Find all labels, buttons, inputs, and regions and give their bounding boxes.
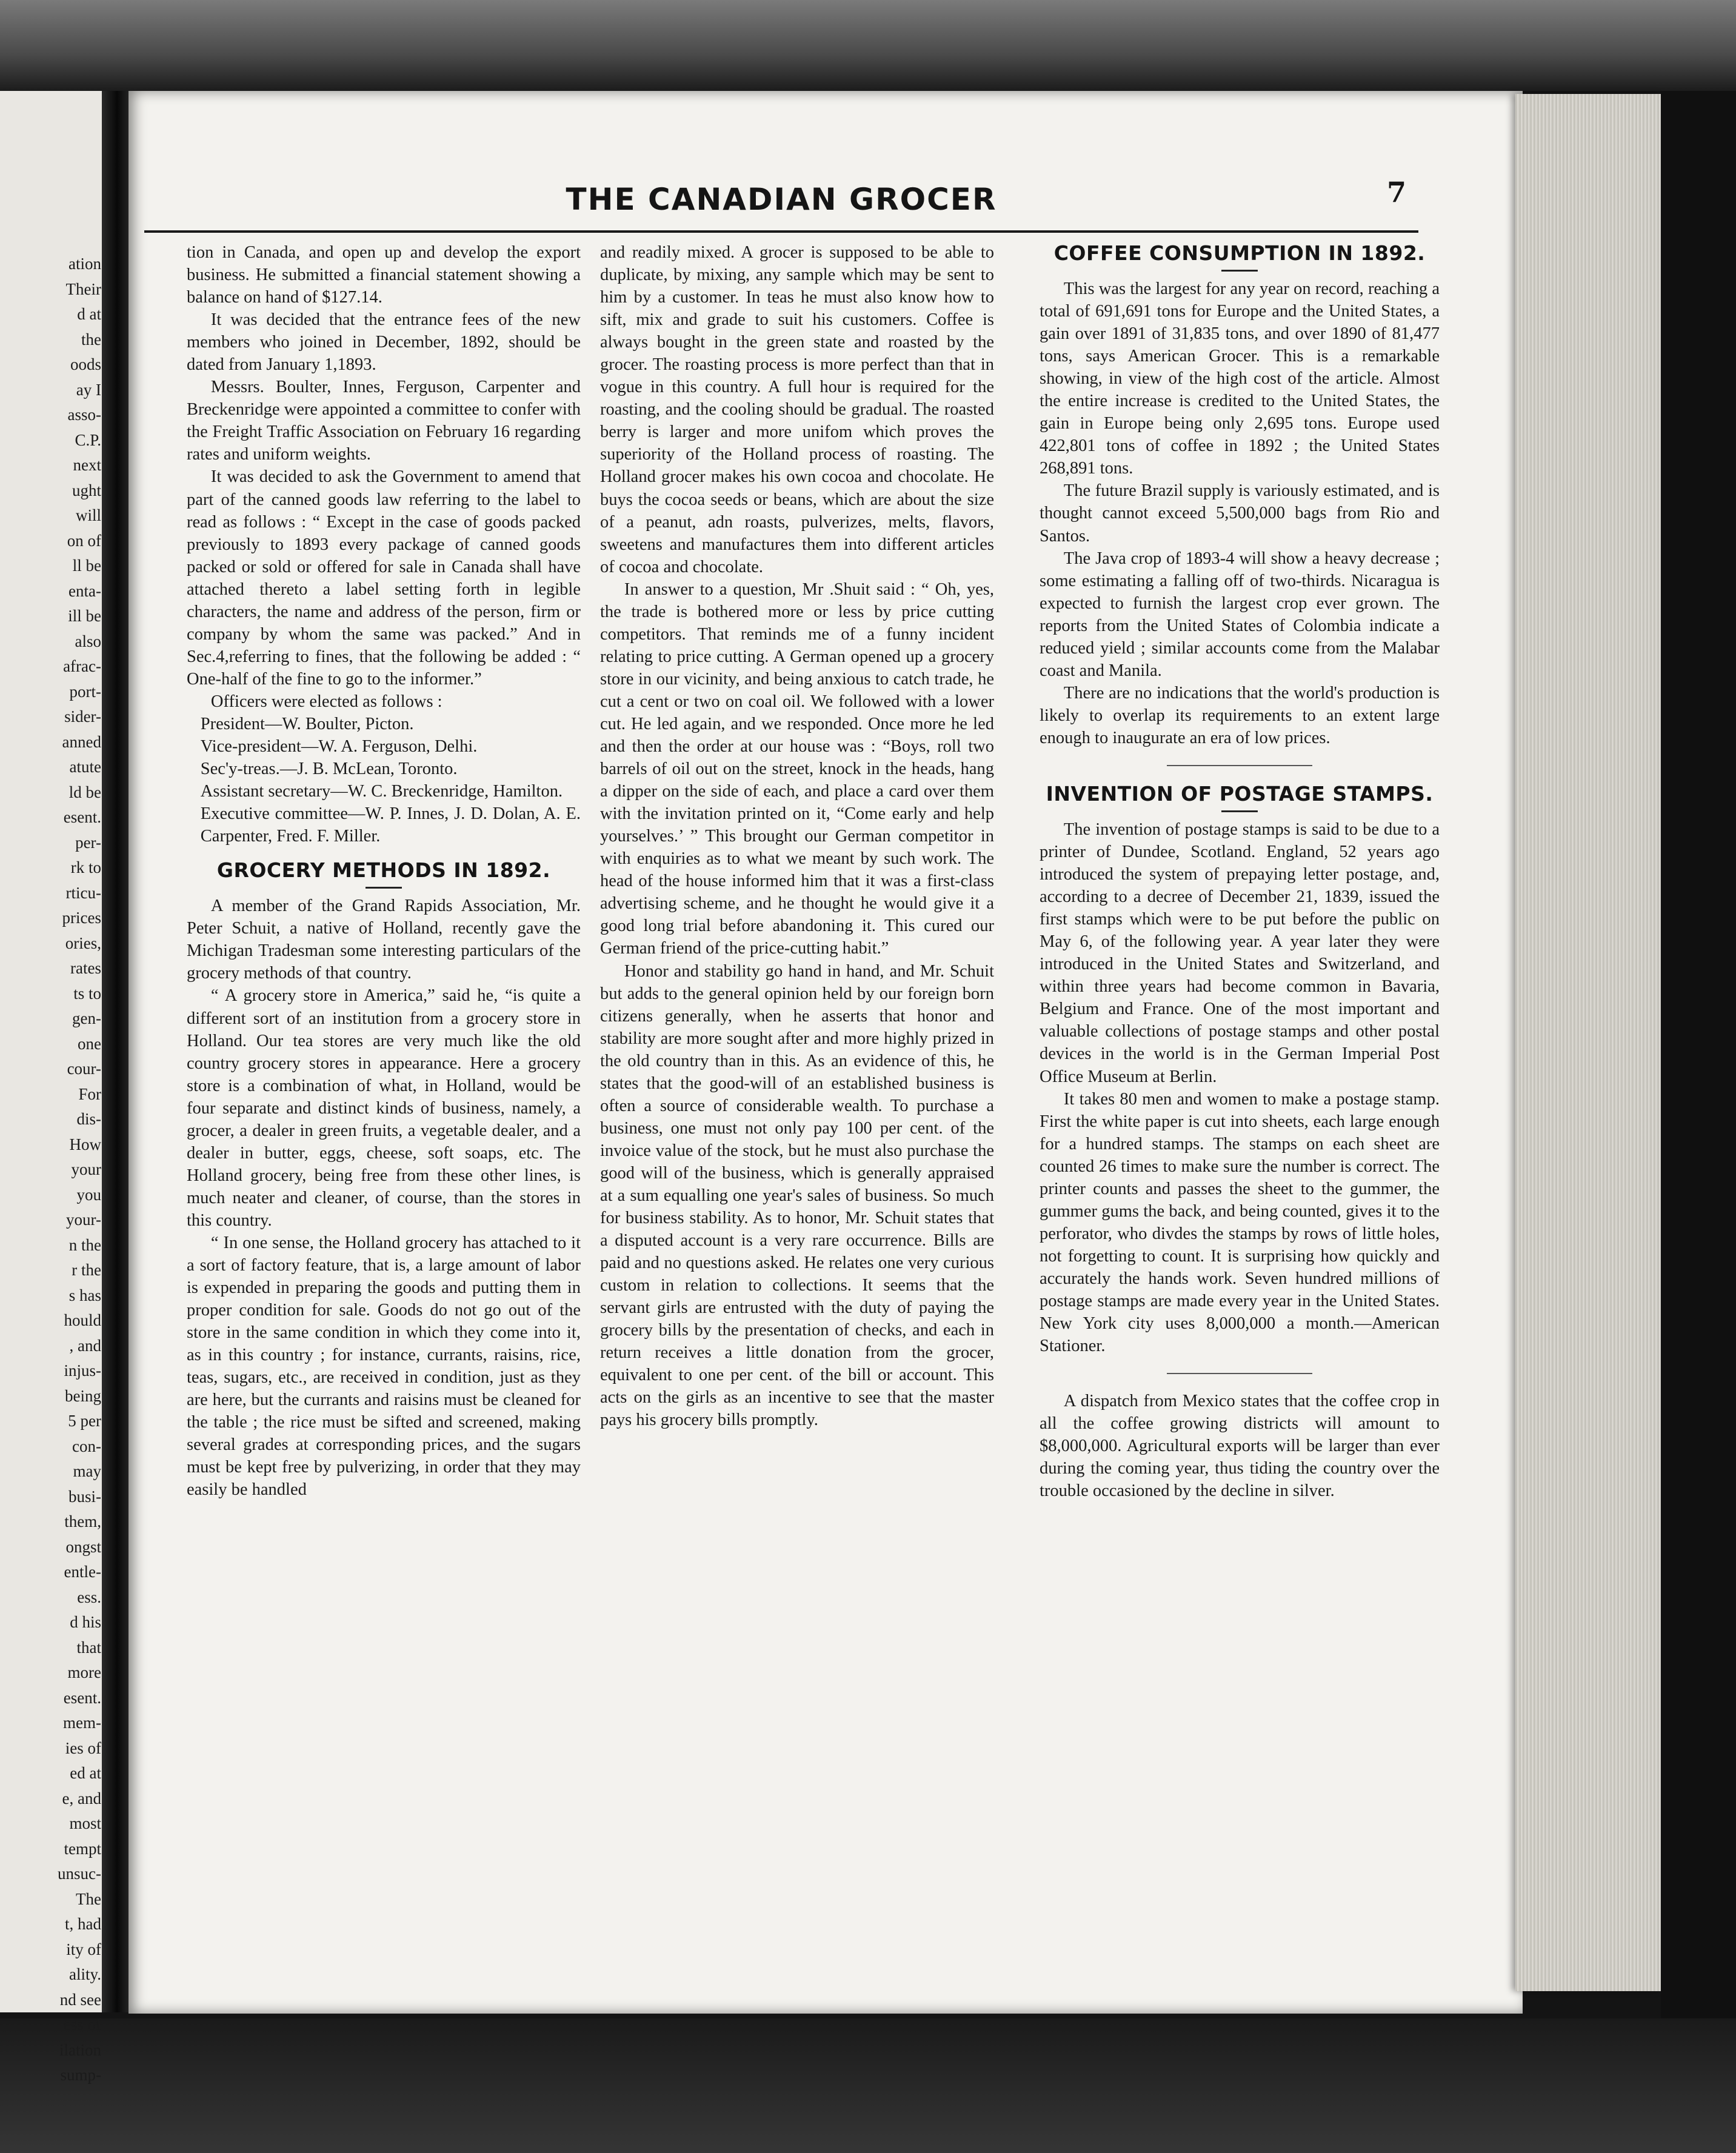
microfilm-border-top <box>0 0 1736 91</box>
book-gutter <box>102 91 132 2012</box>
article-heading-coffee-consumption: COFFEE CONSUMPTION IN 1892. <box>1053 241 1426 265</box>
facing-page-line: ies of <box>65 1738 101 1757</box>
column-2 <box>600 241 994 1431</box>
facing-page-line: your- <box>66 1210 101 1229</box>
facing-page-line: esent. <box>63 1688 101 1707</box>
facing-page-line: s has <box>68 1286 101 1304</box>
facing-page-line: oods <box>70 355 101 373</box>
facing-page-line: busi- <box>68 1487 101 1506</box>
facing-page-line: d his <box>70 1613 101 1631</box>
facing-page-line: The <box>76 1889 101 1908</box>
heading-rule <box>366 887 402 889</box>
article-paragraph: This was the largest for any year on record, reaching a total of 691,691 tons for Europe and the United States, a gain over 1891 of 31,835 tons, and over 1890 of 81,477 tons, says American Grocer. This is a remarkable showing, in view of the high cost of the article. Almost the entire increase is credited to the United States, the gain in Europe being only 2,695 tons. Europe used 422,801 tons of coffee in 1892 ; the United States 268,891 tons. <box>1040 279 1440 478</box>
facing-page-line: ation <box>68 255 101 273</box>
facing-page-line: tempt <box>64 1839 101 1858</box>
masthead <box>144 176 1418 233</box>
facing-page-line: sump- <box>60 2066 101 2084</box>
facing-page-line: ught <box>72 481 101 499</box>
article-paragraph: Officers were elected as follows : <box>210 692 442 711</box>
facing-page-line: ilation <box>59 2040 101 2059</box>
facing-page-line: that <box>76 1638 101 1657</box>
section-separator <box>1167 1373 1312 1374</box>
page-fore-edge <box>1515 94 1661 1991</box>
facing-page-line: anned <box>62 732 101 751</box>
facing-page-line: For <box>78 1084 101 1103</box>
facing-page-line: e, and <box>62 1789 101 1808</box>
facing-page-line: 5 per <box>68 1412 101 1430</box>
facing-page-line: unsuc- <box>58 1864 101 1883</box>
facing-page-line: more <box>67 1663 101 1681</box>
article-paragraph: It was decided that the entrance fees of the new members who joined in December, 1892, should be dated from January 1,1893. <box>187 310 581 375</box>
facing-page-text <box>0 252 106 2088</box>
facing-page-line: enta- <box>68 581 101 600</box>
facing-page-line: hould <box>64 1311 101 1329</box>
article-paragraph: Honor and stability go hand in hand, and Mr. Schuit but adds to the general opinion held by our foreign born citizens generally, when he asserts that honor and stability are more sought after and more highly prized in the old country than in this. As an evidence of this, he states that the good-will of an established business is often a source of considerable wealth. To purchase a business, one must not only pay 100 per cent. of the invoice value of the stock, but he must also purchase the good will of the business, which is generally appraised at a sum equalling one year's sales of business. So much for business stability. As to honor, Mr. Schuit states that a disputed account is a very rare occurrence. Bills are paid and no questions asked. He relates one very curious custom in relation to collections. It seems that the servant girls are entrusted with the duty of paying the grocery bills by the presentation of checks, and each in return receives a little donation from the grocer, equivalent to one per cent. of the bill or account. This acts on the girls as an incentive to see that the master pays his grocery bills promptly. <box>600 961 994 1430</box>
facing-page-line: nd see <box>59 1990 101 2009</box>
facing-page-line: ess. <box>77 1587 101 1606</box>
officer-entry: President—W. Boulter, Picton. <box>200 714 414 733</box>
facing-page-line: sider- <box>64 707 101 726</box>
column-1 <box>187 241 581 1501</box>
facing-page-line: port- <box>69 682 101 701</box>
facing-page-line: ill be <box>68 607 101 625</box>
facing-page-line: also <box>75 632 101 650</box>
facing-page-line: ay I <box>76 380 101 399</box>
facing-page-line: you <box>76 1185 101 1204</box>
facing-page-line: next <box>73 456 101 474</box>
facing-page-line: ed at <box>70 1764 101 1782</box>
facing-page-line: , and <box>69 1336 101 1355</box>
facing-page-line: atute <box>69 758 101 776</box>
facing-page-line: entle- <box>64 1563 101 1581</box>
facing-page-line: asso- <box>67 406 101 424</box>
facing-page-line: t, had <box>65 1915 101 1933</box>
facing-page-line: con- <box>72 1437 101 1455</box>
facing-page-line: ld be <box>68 783 101 801</box>
article-paragraph: The Java crop of 1893-4 will show a heavy decrease ; some estimating a falling off of two-thirds. Nicaragua is expected to furnish the largest crop ever grown. The reports from the United States of Colombia indicate a reduced yield ; similar accounts come from the Malabar coast and Manila. <box>1040 549 1440 680</box>
facing-page-line: on of <box>67 531 101 550</box>
article-paragraph: Messrs. Boulter, Innes, Ferguson, Carpenter and Breckenridge were appointed a committee to confer with the Freight Traffic Association on February 16 regarding rates and uniform weights. <box>187 378 581 464</box>
microfilm-border-bottom <box>0 2018 1736 2153</box>
article-paragraph: It was decided to ask the Government to amend that part of the canned goods law referring to the label to read as follows : “ Except in the case of goods packed previously to 1893 every package of canned goods packed or sold or offered for sale in Canada shall have attached thereto a label setting forth in legible characters, the name and address of the person, firm or company by whom the same was packed.” And in Sec.4,referring to fines, that the following be added : “ One-half of the fine to go to the informer.” <box>187 467 581 689</box>
article-paragraph: There are no indications that the world's production is likely to overlap its requirements to an extent large enough to inaugurate an era of low prices. <box>1040 683 1440 747</box>
facing-page-line: rticu- <box>65 883 101 902</box>
officer-entry: Assistant secretary—W. C. Breckenridge, Hamilton. <box>200 782 563 801</box>
facing-page-line: one <box>78 1034 101 1053</box>
facing-page-line: How <box>69 1135 101 1153</box>
officer-entry: Sec'y-treas.—J. B. McLean, Toronto. <box>200 759 458 779</box>
facing-page-line: afrac- <box>63 657 101 675</box>
heading-rule <box>1221 810 1258 812</box>
column-3 <box>1040 241 1440 1502</box>
article-paragraph: The invention of postage stamps is said to be due to a printer of Dundee, Scotland. England, 52 years ago introduced the system of prepaying letter postage, and, according to a decree of December 21, 1839, issued the first stamps which were to be put before the public on May 6, of the following year. A year later they were introduced in the United States and Switzerland, and within three years had become common in Bavaria, Belgium and France. One of the most important and valuable collections of postage stamps and other postal devices in the world is in the German Imperial Post Office Museum at Berlin. <box>1040 819 1440 1086</box>
article-paragraph: It takes 80 men and women to make a postage stamp. First the white paper is cut into sheets, each large enough for a hundred stamps. The stamps on each sheet are counted 26 times to make sure the number is correct. The printer counts and passes the sheet to the gummer, the gummer gums the back, and being counted, gives it to the perforator, who divdes the stamps by rows of little holes, not forgetting to count. It is surprising how quickly and accurately the hands work. Seven hundred millions of postage stamps are made every year in the United States. New York city uses 8,000,000 a month.—American Stationer. <box>1040 1089 1440 1356</box>
facing-page-line: injus- <box>64 1361 101 1380</box>
facing-page-fragment <box>0 91 106 2084</box>
publication-title: THE CANADIAN GROCER <box>566 182 997 217</box>
facing-page-line: ess of <box>63 2015 101 2034</box>
facing-page-line: r the <box>72 1261 101 1279</box>
facing-page-line: your <box>71 1160 101 1178</box>
facing-page-line: being <box>65 1386 101 1405</box>
article-paragraph: A member of the Grand Rapids Association, Mr. Peter Schuit, a native of Holland, recently gave the Michigan Tradesman some interesting particulars of the grocery methods of that country. <box>187 896 581 983</box>
facing-page-line: cour- <box>67 1060 101 1078</box>
facing-page-line: ories, <box>65 933 101 952</box>
facing-page-line: rates <box>70 959 101 977</box>
facing-page-line: gen- <box>72 1009 101 1027</box>
facing-page-line: C.P. <box>75 430 101 449</box>
article-paragraph: The future Brazil supply is variously estimated, and is thought cannot exceed 5,500,000 bags from Rio and Santos. <box>1040 481 1440 546</box>
facing-page-line: the <box>81 330 101 349</box>
facing-page-line: ongst <box>65 1537 101 1556</box>
facing-page-line: n the <box>68 1235 101 1254</box>
facing-page-line: Their <box>65 279 101 298</box>
facing-page-line: prices <box>62 909 101 927</box>
facing-page-line: ts to <box>73 984 101 1003</box>
article-paragraph: A dispatch from Mexico states that the coffee crop in all the coffee growing districts will amount to $8,000,000. Agricultural exports will be larger than ever during the coming year, thus tiding the country over the trouble occasioned by the decline in silver. <box>1040 1392 1440 1501</box>
article-paragraph: “ In one sense, the Holland grocery has attached to it a sort of factory feature, that is, a large amount of labor is expended in preparing the goods and putting them in proper condition for sale. Goods do not go out of the store in the same condition in which they come into it, as in this country ; for instance, currants, raisins, rice, teas, sugars, etc., are received in condition, just as they are here, but the currants and raisins must be cleaned for the table ; the rice must be sifted and screened, making several grades at corresponding prices, and the sugars must be kept free by pulverizing, in order that they may easily be handled <box>187 1233 581 1500</box>
article-heading-grocery-methods: GROCERY METHODS IN 1892. <box>216 858 551 883</box>
facing-page-line: most <box>69 1814 101 1832</box>
facing-page-line: will <box>75 506 101 524</box>
facing-page-line: may <box>73 1462 101 1480</box>
section-separator <box>1167 765 1312 766</box>
facing-page-line: them, <box>64 1512 101 1530</box>
facing-page-line: per- <box>75 833 101 852</box>
page-number: 7 <box>1386 176 1406 209</box>
article-heading-postage-stamps: INVENTION OF POSTAGE STAMPS. <box>1046 781 1434 806</box>
facing-page-line: rk to <box>70 858 101 876</box>
officer-entry: Executive committee—W. P. Innes, J. D. Dolan, A. E. Carpenter, Fred. F. Miller. <box>200 804 581 846</box>
article-paragraph: tion in Canada, and open up and develop the export business. He submitted a financial statement showing a balance on hand of $127.14. <box>187 243 581 307</box>
heading-rule <box>1221 270 1258 272</box>
facing-page-line: ity of <box>66 1940 101 1958</box>
article-paragraph: and readily mixed. A grocer is supposed to be able to duplicate, by mixing, any sample which may be sent to him by a customer. In teas he must also know how to sift, mix and grade to suit his customers. Coffee is always bought in the green state and roasted by the grocer. The roasting process is more perfect than that in vogue in this country. A full hour is required for the roasting, and the cooling should be gradual. The roasted berry is larger and more unifom which proves the superiority of the Holland process of roasting. The Holland grocer makes his own cocoa and chocolate. He buys the cocoa seeds or beans, which are about the size of a peanut, adn roasts, pulverizes, melts, flavors, sweetens and manufactures them into different articles of cocoa and chocolate. <box>600 243 994 576</box>
officer-entry: Vice-president—W. A. Ferguson, Delhi. <box>200 737 478 756</box>
facing-page-line: mem- <box>63 1714 101 1732</box>
microfilm-border-right <box>1661 91 1736 2018</box>
facing-page-line: esent. <box>63 808 101 826</box>
facing-page-line: dis- <box>76 1110 101 1128</box>
article-paragraph: In answer to a question, Mr .Shuit said : “ Oh, yes, the trade is bothered more or less by price cutting competitors. That reminds me of a funny incident relating to price cutting. A German opened up a grocery store in our vicinity, and being anxious to catch trade, he cut a cent or two on coal oil. We followed with a lower cut. He led again, and we responded. Once more he led and then the order at our house was : “Boys, roll two barrels of oil out on the street, knock in the heads, hang a dipper on the side of each, and place a card over them with the invitation printed on it, “Come early and help yourselves.’ ” This brought our German competitor in with enquiries as to what we meant by such work. The head of the house informed him that it was a first-class advertising scheme, and he thought he would give it a good long trial before abandoning it. This cured our German friend of the price-cutting habit.” <box>600 579 994 958</box>
article-paragraph: “ A grocery store in America,” said he, “is quite a different sort of an institution from a grocery store in Holland. Our tea stores are very much like the old country grocery stores in appearance. Here a grocery store is a combination of what, in Holland, would be four separate and distinct kinds of business, namely, a grocer, a dealer in green fruits, a vegetable dealer, and a dealer in butter, eggs, cheese, soft soaps, etc. The Holland grocery, being free from these other lines, is much neater and cleaner, of course, than the stores in this country. <box>187 986 581 1230</box>
facing-page-line: ll be <box>72 556 101 575</box>
facing-page-line: ality. <box>69 1965 101 1983</box>
facing-page-line: d at <box>77 305 101 323</box>
